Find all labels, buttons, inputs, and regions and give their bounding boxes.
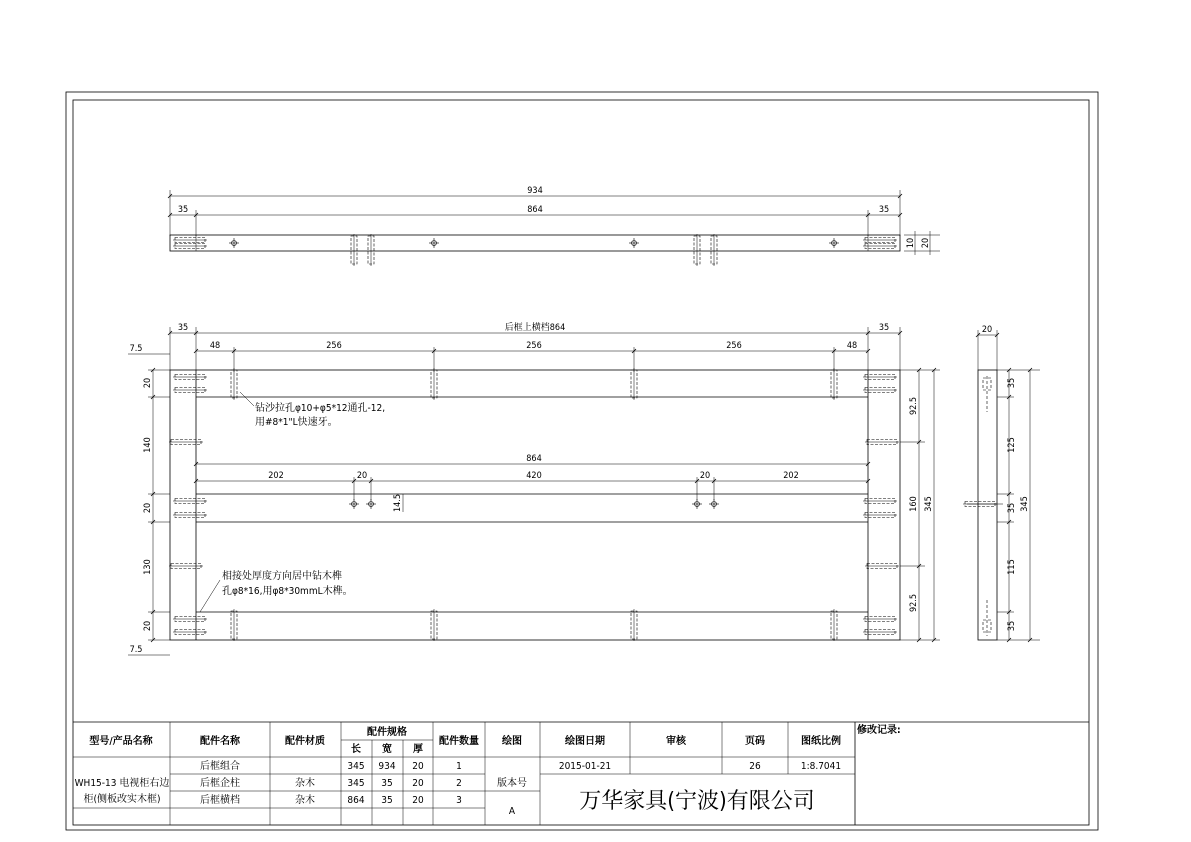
version-value: A	[508, 806, 516, 817]
mid-spacing-5: 202	[783, 471, 799, 481]
right-dim-1: 92.5	[909, 396, 919, 416]
left-offset-bottom: 7.5	[129, 645, 143, 655]
hdr-page: 页码	[745, 736, 765, 747]
top-inner-dim: 864	[527, 205, 543, 215]
mid-spacing-4: 20	[699, 471, 711, 481]
hdr-len: 长	[351, 744, 361, 755]
top-overall-dim: 934	[527, 186, 543, 196]
note-1-line-1: 钻沙拉孔φ10+φ5*12通孔-12,	[255, 403, 386, 414]
row1-thk: 20	[412, 761, 424, 772]
left-dim-4: 130	[143, 559, 153, 575]
row3-part: 后框横档	[200, 795, 240, 806]
hdr-scale: 图纸比例	[801, 736, 841, 747]
hdr-spec: 配件规格	[367, 727, 407, 738]
side-dim-1: 35	[1007, 377, 1017, 389]
note-1-line-2: 用#8*1"L快速牙。	[255, 417, 338, 428]
right-dim-3: 92.5	[909, 593, 919, 613]
left-offset-top: 7.5	[129, 344, 143, 354]
spacing-3: 256	[526, 341, 542, 351]
note-2-line-2: 孔φ8*16,用φ8*30mmL木榫。	[222, 586, 353, 597]
hdr-qty: 配件数量	[439, 736, 479, 747]
top-view	[168, 186, 940, 266]
hdr-thk: 厚	[413, 744, 423, 755]
left-dim-5: 20	[143, 620, 153, 632]
scale-value: 1:8.7041	[800, 761, 842, 772]
model-line-1: WH15-13 电视柜右边	[74, 778, 170, 789]
model-line-2: 柜(侧板改实木框)	[83, 794, 161, 805]
side-dim-3: 35	[1007, 502, 1017, 514]
left-dim-3: 20	[143, 502, 153, 514]
date-value: 2015-01-21	[558, 761, 612, 772]
front-title: 后框上横档864	[504, 323, 566, 333]
hdr-draw: 绘图	[502, 736, 522, 747]
outer-border	[66, 92, 1098, 830]
row2-material: 杂木	[295, 778, 315, 789]
mid-spacing-1: 202	[268, 471, 284, 481]
hole-depth: 14.5	[393, 493, 403, 513]
title-block	[73, 722, 1089, 825]
spacing-5: 48	[846, 341, 858, 351]
side-dim-4: 115	[1007, 559, 1017, 575]
row2-thk: 20	[412, 778, 424, 789]
row1-qty: 1	[456, 761, 462, 772]
row1-wid: 934	[378, 761, 396, 772]
mid-spacing-3: 420	[526, 471, 542, 481]
front-end-left: 35	[177, 323, 189, 333]
row3-qty: 3	[456, 795, 462, 806]
hdr-model: 型号/产品名称	[89, 736, 153, 747]
side-total: 345	[1020, 496, 1030, 512]
hdr-date: 绘图日期	[565, 736, 605, 747]
spacing-2: 256	[326, 341, 342, 351]
top-thickness-b: 20	[921, 237, 931, 249]
row3-thk: 20	[412, 795, 424, 806]
revision-label: 修改记录:	[857, 725, 901, 736]
total-height: 345	[924, 496, 934, 512]
version-label: 版本号	[497, 778, 527, 789]
front-view	[128, 321, 940, 655]
page-value: 26	[749, 761, 761, 772]
company-name: 万华家具(宁波)有限公司	[579, 789, 815, 814]
row1-len: 345	[347, 761, 365, 772]
top-thickness-a: 10	[906, 237, 916, 249]
left-dim-2: 140	[143, 437, 153, 453]
row2-wid: 35	[381, 778, 393, 789]
row2-len: 345	[347, 778, 365, 789]
mid-width: 864	[526, 454, 542, 464]
side-dim-5: 35	[1007, 620, 1017, 632]
spacing-4: 256	[726, 341, 742, 351]
row1-part: 后框组合	[200, 761, 240, 772]
row3-material: 杂木	[295, 795, 315, 806]
top-end-left-dim: 35	[177, 205, 189, 215]
right-dim-2: 160	[909, 496, 919, 512]
left-dim-1: 20	[143, 377, 153, 389]
side-view	[963, 325, 1040, 642]
front-end-right: 35	[878, 323, 890, 333]
hdr-review: 审核	[666, 736, 686, 747]
row3-len: 864	[347, 795, 365, 806]
spacing-1: 48	[209, 341, 221, 351]
mid-spacing-2: 20	[356, 471, 368, 481]
hdr-part: 配件名称	[200, 736, 240, 747]
note-2-line-1: 相接处厚度方向居中钻木榫	[222, 571, 342, 582]
side-width: 20	[981, 325, 993, 335]
row3-wid: 35	[381, 795, 393, 806]
hdr-material: 配件材质	[285, 736, 325, 747]
inner-border	[73, 100, 1089, 825]
row2-part: 后框企柱	[200, 778, 240, 789]
top-end-right-dim: 35	[878, 205, 890, 215]
hdr-wid: 宽	[382, 744, 392, 755]
side-dim-2: 125	[1007, 437, 1017, 453]
row2-qty: 2	[456, 778, 462, 789]
